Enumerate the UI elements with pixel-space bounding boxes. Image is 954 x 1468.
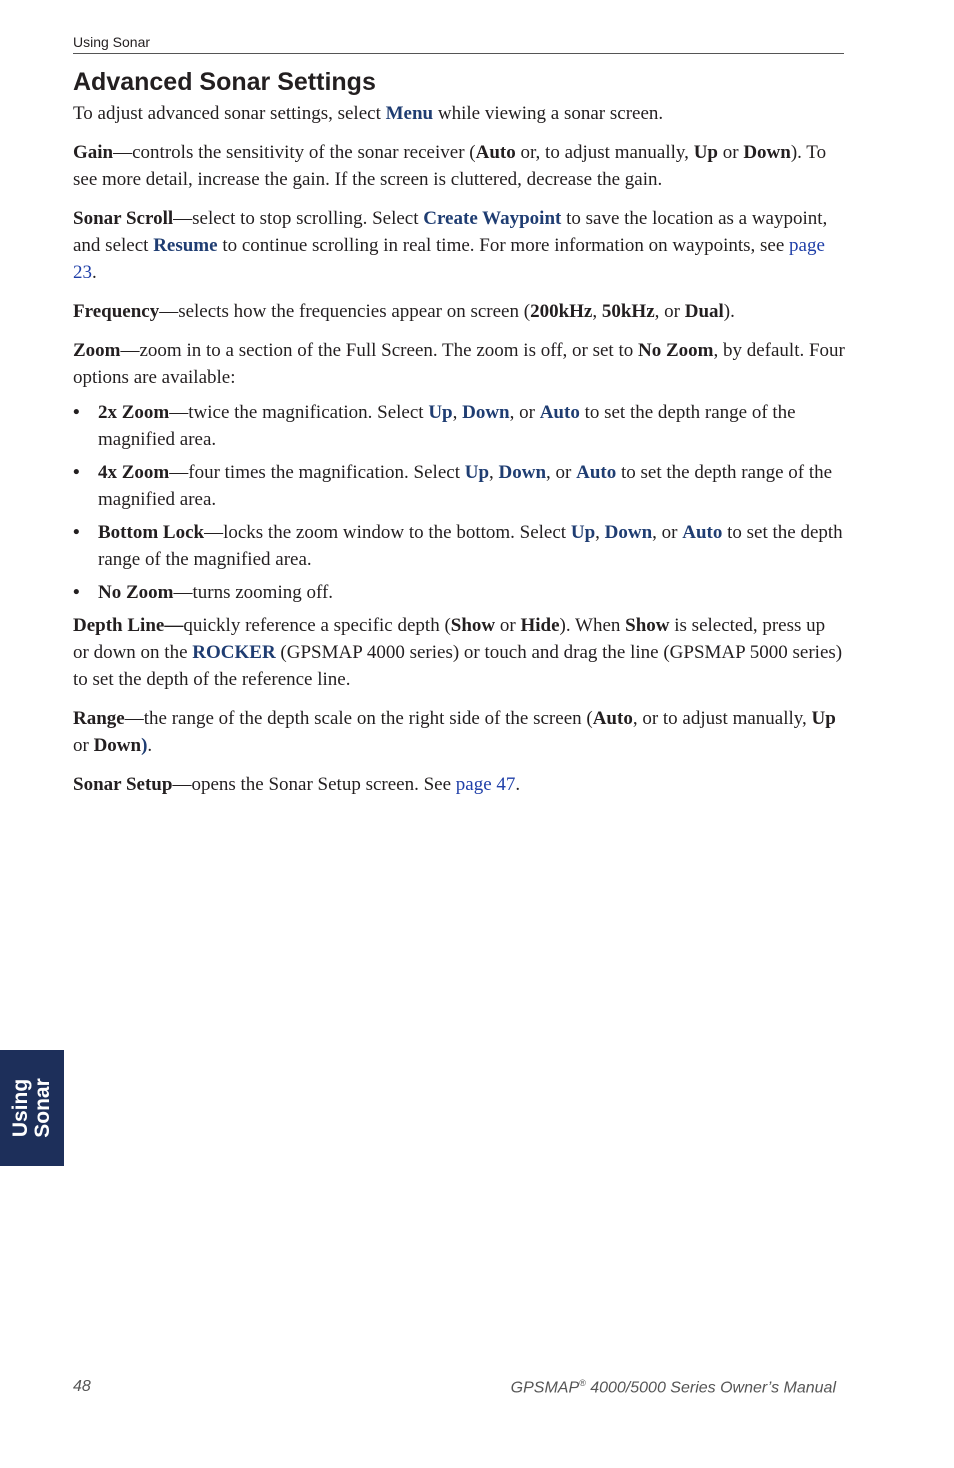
option-text: —twice the magnification. Select [169, 402, 429, 423]
running-head: Using Sonar [73, 34, 151, 50]
section-side-tab [0, 1050, 64, 1166]
sonar-setup-text: . [515, 774, 521, 795]
bullet: • [73, 582, 80, 603]
manual-suffix: 4000/5000 Series Owner’s Manual [585, 1379, 836, 1397]
depth-line-text: ). When [559, 615, 626, 636]
range-text: . [147, 735, 153, 756]
registered-mark: ® [579, 1378, 586, 1388]
range-text: —the range of the depth scale on the right side of the screen ( [124, 708, 593, 729]
range-text: or [73, 735, 94, 756]
intro-text: To adjust advanced sonar settings, select [73, 103, 386, 124]
gain-term: Gain [73, 142, 114, 163]
sonar-scroll-text: —select to stop scrolling. Select [173, 208, 424, 229]
closing-paren: ) [141, 735, 148, 756]
show-option: Show [450, 615, 496, 636]
range-paragraph [73, 705, 845, 759]
zoom-term: Zoom [73, 340, 121, 361]
auto-option: Auto [475, 142, 516, 163]
intro-paragraph [73, 100, 845, 127]
frequency-text: ). [723, 301, 735, 322]
show-option: Show [625, 615, 670, 636]
bullet: • [73, 402, 80, 423]
create-waypoint-key: Create Waypoint [423, 208, 562, 229]
gain-paragraph [73, 139, 845, 193]
manual-title [511, 1378, 836, 1397]
down-key: Down [498, 462, 547, 483]
depth-line-term: Depth Line— [73, 615, 184, 636]
range-text: , or to adjust manually, [632, 708, 812, 729]
side-tab-line: Sonar [31, 1078, 54, 1138]
depth-line-text: (GPSMAP 4000 series) or touch and drag the line (GPSMAP 5000 series) to set the depth of the reference line. [73, 642, 843, 690]
hide-option: Hide [520, 615, 560, 636]
up-key: Up [464, 462, 490, 483]
up-key: Up [811, 708, 836, 729]
sonar-scroll-text: to save the location as a waypoint, and select [73, 208, 828, 256]
gain-text: or, to adjust manually, [515, 142, 694, 163]
up-key: Up [570, 522, 596, 543]
up-key: Up [693, 142, 718, 163]
option-term: 4x Zoom [98, 462, 170, 483]
page-title: Advanced Sonar Settings [73, 68, 376, 96]
depth-line-text: or [495, 615, 521, 636]
list-item [73, 399, 845, 453]
frequency-text: , or [654, 301, 685, 322]
frequency-paragraph [73, 298, 845, 325]
sonar-scroll-text: . [92, 262, 97, 283]
option-text: , [489, 462, 499, 483]
up-key: Up [428, 402, 453, 423]
auto-key: Auto [576, 462, 617, 483]
option-term: No Zoom [98, 582, 174, 603]
sonar-setup-paragraph [73, 771, 845, 798]
option-text: to set the depth range of the magnified area. [98, 402, 796, 450]
down-key: Down [462, 402, 510, 423]
down-key: Down [93, 735, 142, 756]
sonar-scroll-term: Sonar Scroll [73, 208, 174, 229]
side-tab-line: Using [9, 1078, 32, 1138]
option-text: —turns zooming off. [173, 582, 334, 603]
range-term: Range [73, 708, 125, 729]
sonar-setup-text: —opens the Sonar Setup screen. See [172, 774, 456, 795]
auto-key: Auto [539, 402, 580, 423]
auto-option: Auto [592, 708, 633, 729]
50khz-option: 50kHz [601, 301, 655, 322]
sonar-scroll-paragraph [73, 205, 845, 286]
gain-text: ). To see more detail, increase the gain. If the screen is cluttered, decrease the gain. [73, 142, 827, 190]
zoom-text: , by default. Four options are available: [73, 340, 845, 388]
header-rule [73, 53, 844, 54]
depth-line-text: quickly reference a specific depth ( [183, 615, 451, 636]
dual-option: Dual [684, 301, 724, 322]
200khz-option: 200kHz [530, 301, 593, 322]
gain-text: or [717, 142, 744, 163]
list-item [73, 579, 845, 606]
frequency-text: , [592, 301, 602, 322]
intro-text: while viewing a sonar screen. [433, 103, 664, 124]
down-key: Down [743, 142, 791, 163]
list-item [73, 519, 845, 573]
option-text: , [452, 402, 463, 423]
down-key: Down [604, 522, 653, 543]
option-text: to set the depth range of the magnified area. [98, 462, 833, 510]
sonar-setup-term: Sonar Setup [73, 774, 173, 795]
frequency-term: Frequency [73, 301, 160, 322]
zoom-paragraph [73, 337, 845, 391]
no-zoom-option: No Zoom [637, 340, 714, 361]
zoom-options-list [73, 399, 845, 606]
resume-key: Resume [153, 235, 218, 256]
option-text: —four times the magnification. Select [169, 462, 465, 483]
list-item [73, 459, 845, 513]
bullet: • [73, 522, 80, 543]
side-tab-label [10, 1050, 54, 1166]
option-term: Bottom Lock [98, 522, 205, 543]
manual-prefix: GPSMAP [510, 1379, 580, 1397]
sonar-scroll-text: to continue scrolling in real time. For more information on waypoints, see [217, 235, 790, 256]
option-text: —locks the zoom window to the bottom. Select [204, 522, 571, 543]
menu-key: Menu [385, 103, 434, 124]
page-47-link[interactable]: page 47 [455, 774, 516, 795]
zoom-text: —zoom in to a section of the Full Screen. The zoom is off, or set to [120, 340, 638, 361]
option-text: , or [546, 462, 577, 483]
gain-text: —controls the sensitivity of the sonar receiver ( [113, 142, 476, 163]
auto-key: Auto [682, 522, 723, 543]
option-text: , or [509, 402, 540, 423]
rocker-key: ROCKER [192, 642, 276, 663]
body-text [73, 100, 845, 810]
frequency-text: —selects how the frequencies appear on screen ( [159, 301, 531, 322]
depth-line-paragraph [73, 612, 845, 693]
page-23-link[interactable]: page 23 [73, 235, 825, 283]
option-text: , or [652, 522, 683, 543]
option-text: , [595, 522, 605, 543]
option-text: to set the depth range of the magnified area. [98, 522, 843, 570]
bullet: • [73, 462, 80, 483]
page-number: 48 [73, 1378, 91, 1395]
option-term: 2x Zoom [98, 402, 170, 423]
depth-line-text: is selected, press up or down on the [73, 615, 826, 663]
